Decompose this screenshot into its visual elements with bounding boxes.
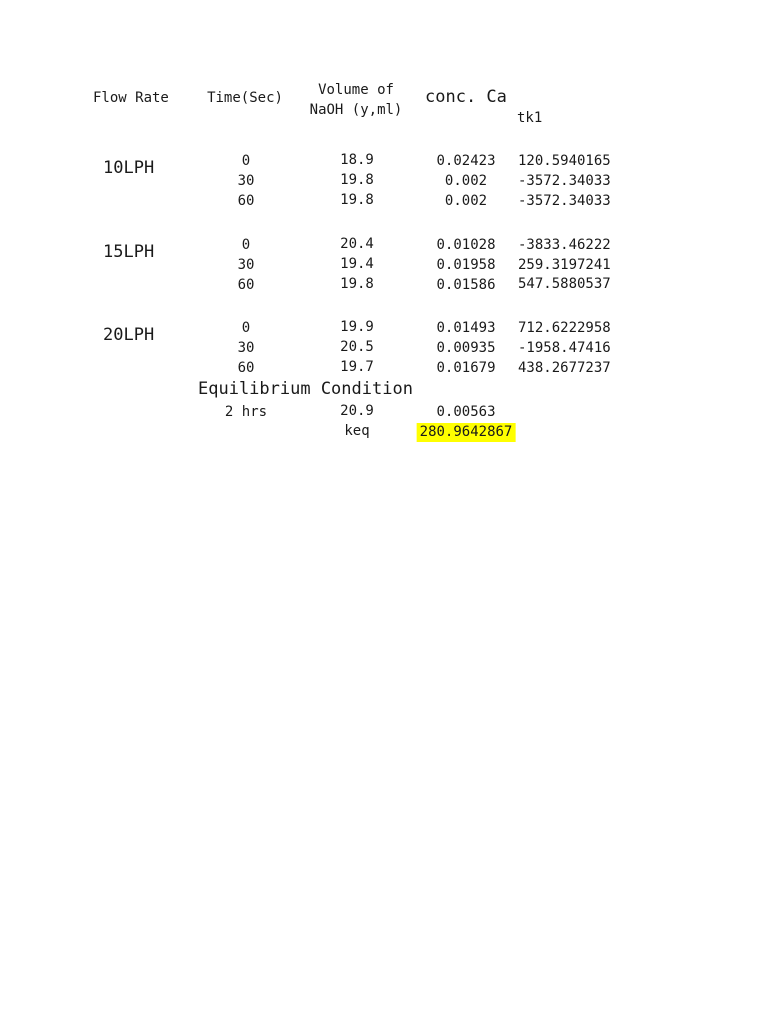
cell-volume: 19.8 [340, 276, 374, 292]
cell-tk1: 712.6222958 [518, 320, 611, 336]
header-tk1: tk1 [517, 110, 543, 126]
cell-tk1: -3572.34033 [518, 173, 611, 189]
cell-conc: 0.02423 [436, 153, 496, 169]
cell-tk1: 547.5880537 [518, 276, 611, 292]
header-conc: conc. Ca [425, 87, 507, 107]
cell-tk1: 438.2677237 [518, 360, 611, 376]
cell-volume: 19.4 [340, 256, 374, 272]
cell-conc: 0.01493 [436, 320, 496, 336]
equilibrium-conc: 0.00563 [436, 404, 496, 420]
header-volume-line1: Volume of [318, 82, 394, 98]
cell-volume: 20.4 [340, 236, 374, 252]
group-label-10lph: 10LPH [103, 158, 155, 178]
header-time: Time(Sec) [207, 90, 283, 106]
cell-tk1: -1958.47416 [518, 340, 611, 356]
cell-time: 30 [237, 257, 255, 273]
cell-conc: 0.01958 [436, 257, 496, 273]
cell-conc: 0.002 [444, 173, 488, 189]
cell-conc: 0.01679 [436, 360, 496, 376]
cell-volume: 19.7 [340, 359, 374, 375]
cell-volume: 19.8 [340, 172, 374, 188]
cell-volume: 20.5 [340, 339, 374, 355]
cell-time: 30 [237, 340, 255, 356]
cell-conc: 0.00935 [436, 340, 496, 356]
group-label-20lph: 20LPH [103, 325, 155, 345]
header-volume-line2: NaOH (y,ml) [309, 102, 403, 118]
cell-time: 0 [241, 320, 251, 336]
cell-volume: 19.9 [340, 319, 374, 335]
cell-time: 30 [237, 173, 255, 189]
keq-value: 280.9642867 [417, 423, 516, 442]
cell-conc: 0.01028 [436, 237, 496, 253]
cell-volume: 18.9 [340, 152, 374, 168]
group-label-15lph: 15LPH [103, 242, 155, 262]
keq-label: keq [344, 423, 370, 439]
cell-tk1: 259.3197241 [518, 257, 611, 273]
cell-time: 0 [241, 237, 251, 253]
cell-tk1: 120.5940165 [518, 153, 611, 169]
cell-conc: 0.01586 [436, 277, 496, 293]
equilibrium-volume: 20.9 [340, 403, 374, 419]
cell-time: 60 [237, 277, 255, 293]
cell-time: 60 [237, 360, 255, 376]
header-volume [310, 80, 403, 120]
equilibrium-title: Equilibrium Condition [198, 379, 413, 399]
cell-time: 0 [241, 153, 251, 169]
cell-tk1: -3833.46222 [518, 237, 611, 253]
cell-conc: 0.002 [444, 193, 488, 209]
cell-volume: 19.8 [340, 192, 374, 208]
header-flow-rate: Flow Rate [93, 90, 169, 106]
cell-time: 60 [237, 193, 255, 209]
equilibrium-time: 2 hrs [224, 404, 268, 420]
cell-tk1: -3572.34033 [518, 193, 611, 209]
